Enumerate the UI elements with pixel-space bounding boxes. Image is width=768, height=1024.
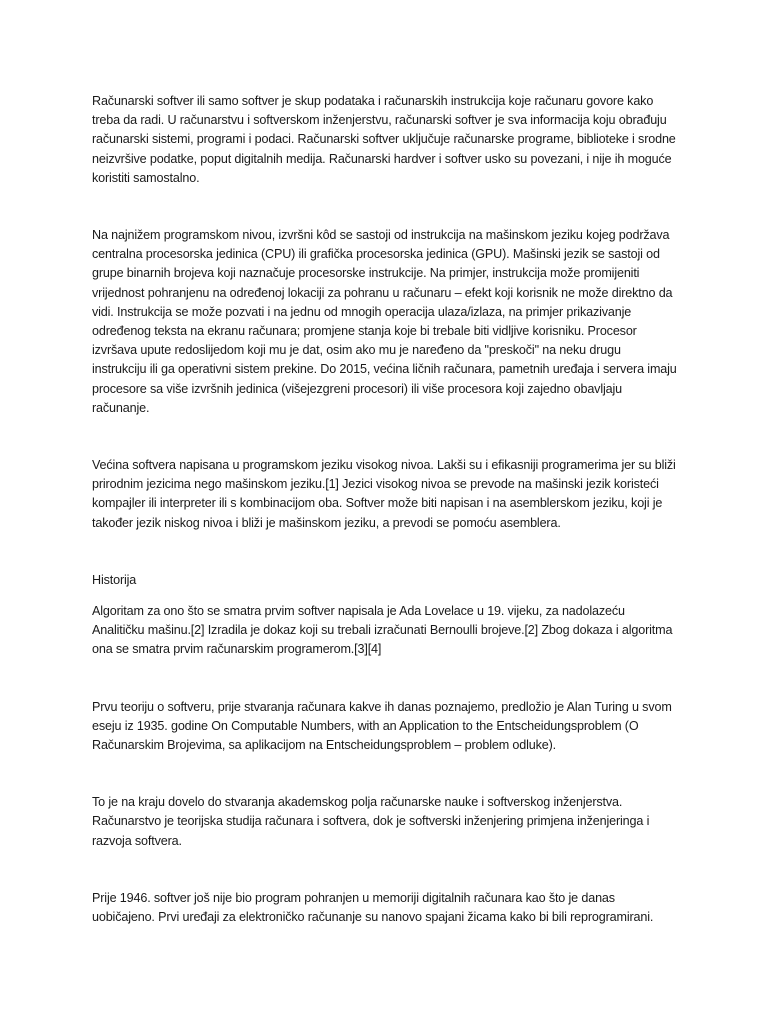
paragraph-machine-code: Na najnižem programskom nivou, izvršni kôd se sastoji od instrukcija na mašinskom jeziku kojeg podržava centralna procesorska jedinica (CPU) ili grafička procesorska jedinica (GPU). Mašinski jezik se sastoji od grupe binarnih brojeva koji naznačuje procesorske instrukcije. Na primjer, instrukcija može promijeniti vrijednost pohranjenu na određenoj lokaciji za pohranu u računaru – efekt koji korisnik ne može direktno da vidi. Instrukcija se može pozvati i na jednu od mnogih operacija ulaza/izlaza, na primjer prikazivanje određenog teksta na ekranu računara; promjene stanja koje bi trebale biti vidljive korisniku. Procesor izvršava upute redoslijedom koji mu je dat, osim ako mu je naređeno da "preskoči" na neku drugu instrukciju ili ga operativni sistem prekine. Do 2015, većina ličnih računara, pametnih uređaja i servera imaju procesore sa više izvršnih jedinica (višejezgreni procesori) ili više procesora koji zajedno obavljaju računanje.	[92, 228, 677, 415]
paragraph-intro: Računarski softver ili samo softver je skup podataka i računarskih instrukcija koje računaru govore kako treba da radi. U računarstvu i softverskom inženjerstvu, računarski softver je sva informacija koju obrađuju računarski sistemi, programi i podaci. Računarski softver uključuje računarske programe, biblioteke i srodne neizvršive podatke, poput digitalnih medija. Računarski hardver i softver usko su povezani, i nije ih moguće koristiti samostalno.	[92, 94, 676, 185]
paragraph-before-1946: Prije 1946. softver još nije bio program pohranjen u memoriji digitalnih računara kao što je danas uobičajeno. Prvi uređaji za elektroničko računanje su nanovo spajani žicama kako bi bili reprogramirani.	[92, 890, 654, 925]
document-body	[92, 92, 677, 927]
paragraph-alan-turing: Prvu teoriju o softveru, prije stvaranja računara kakve ih danas poznajemo, predložio je Alan Turing u svom eseju iz 1935. godine On Computable Numbers, with an Application to the Entscheidungsproblem (O Računarskim Brojevima, sa aplikacijom na Entscheidungsproblem – problem odluke).	[92, 699, 672, 753]
section-heading-history: Historija	[92, 572, 137, 587]
paragraph-computer-science: To je na kraju dovelo do stvaranja akademskog polja računarske nauke i softverskog inženjerstva. Računarstvo je teorijska studija računara i softvera, dok je softverski inženjering primjena inženjeringa i razvoja softvera.	[92, 795, 650, 848]
paragraph-high-level-languages: Većina softvera napisana u programskom jeziku visokog nivoa. Lakši su i efikasniji programerima jer su bliži prirodnim jezicima nego mašinskom jeziku.[1] Jezici visokog nivoa se prevode na mašinski jezik koristeći kompajler ili interpreter ili s kombinacijom oba. Softver može biti napisan i na asemblerskom jeziku, koji je također jezik niskog nivoa i bliži je mašinskom jeziku, a prevodi se pomoću asemblera.	[92, 458, 676, 530]
paragraph-ada-lovelace: Algoritam za ono što se smatra prvim softver napisala je Ada Lovelace u 19. vijeku, za nadolazeću Analitičku mašinu.[2] Izradila je dokaz koji su trebali izračunati Bernoulli brojeve.[2] Zbog dokaza i algoritma ona se smatra prvim računarskim programerom.[3][4]	[92, 604, 673, 657]
